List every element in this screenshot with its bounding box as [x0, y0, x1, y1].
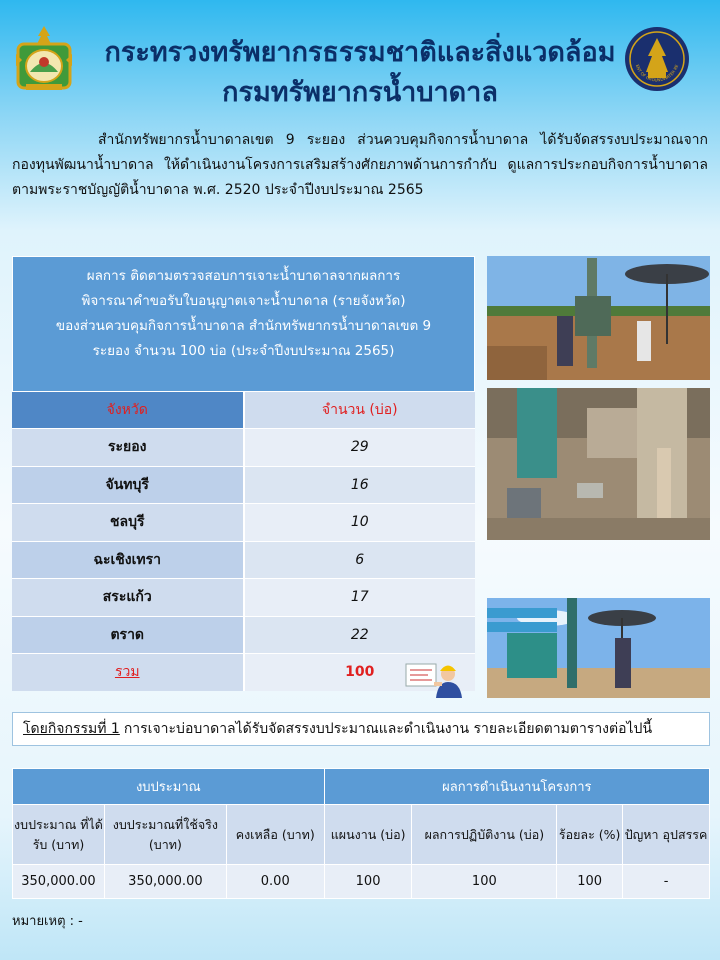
header-percent: ร้อยละ (%) [557, 805, 623, 865]
budget-table [12, 768, 710, 899]
table-row [12, 578, 475, 616]
province-name: ชลบุรี [12, 504, 245, 541]
activity-label: โดยกิจกรรมที่ 1 [23, 721, 120, 737]
total-value: 100 [245, 654, 476, 691]
header-remaining: คงเหลือ (บาท) [226, 805, 324, 865]
province-table-heading [12, 256, 475, 392]
table-row [12, 503, 475, 541]
value-percent: 100 [557, 865, 623, 899]
value-performance: 100 [412, 865, 557, 899]
province-name: ฉะเชิงเทรา [12, 542, 245, 579]
well-count: 6 [245, 542, 476, 579]
drilling-site-photo-2 [487, 388, 710, 540]
heading-line: ระยอง จำนวน 100 บ่อ (ประจำปีงบประมาณ 2565) [92, 343, 395, 359]
table-row [12, 466, 475, 504]
value-budget-used: 350,000.00 [104, 865, 226, 899]
province-name: ตราด [12, 617, 245, 654]
results-group-header: ผลการดำเนินงานโครงการ [324, 769, 709, 805]
drilling-site-photo-1 [487, 256, 710, 380]
table-row [12, 428, 475, 466]
value-plan: 100 [324, 865, 412, 899]
ministry-emblem-icon [12, 24, 76, 94]
province-name: ระยอง [12, 429, 245, 466]
header-budget-received: งบประมาณ ที่ได้รับ (บาท) [13, 805, 105, 865]
province-table [12, 256, 475, 691]
header-problems: ปัญหา อุปสรรค [623, 805, 710, 865]
department-title: กรมทรัพยากรน้ำบาดาล [222, 77, 498, 108]
budget-group-header: งบประมาณ [13, 769, 325, 805]
well-count: 29 [245, 429, 476, 466]
value-problems: - [623, 865, 710, 899]
province-name: สระแก้ว [12, 579, 245, 616]
well-count: 22 [245, 617, 476, 654]
seal-text: ENT OF GROUNDWATER RE [634, 63, 680, 83]
table-row [12, 616, 475, 654]
ministry-title: กระทรวงทรัพยากรธรรมชาติและสิ่งแวดล้อม [104, 37, 616, 68]
well-count: 16 [245, 467, 476, 504]
column-province: จังหวัด [12, 392, 245, 428]
page-header [0, 0, 720, 120]
province-table-columns [12, 392, 475, 428]
department-seal-icon [624, 26, 690, 92]
heading-line: ผลการ ติดตามตรวจสอบการเจาะน้ำบาดาลจากผลการ [86, 268, 401, 284]
engineer-with-blueprint-icon [404, 658, 466, 698]
header-performance: ผลการปฏิบัติงาน (บ่อ) [412, 805, 557, 865]
total-label: รวม [12, 654, 245, 691]
remark-note: หมายเหตุ : - [12, 914, 83, 929]
drilling-site-photo-3 [487, 598, 710, 698]
activity-text: การเจาะบ่อบาดาลได้รับจัดสรรงบประมาณและดำเนินงาน รายละเอียดตามตารางต่อไปนี้ [123, 721, 653, 737]
heading-line: ของส่วนควบคุมกิจการน้ำบาดาล สำนักทรัพยากรน้ำบาดาลเขต 9 [55, 318, 432, 334]
well-count: 10 [245, 504, 476, 541]
column-count: จำนวน (บ่อ) [245, 392, 476, 428]
well-count: 17 [245, 579, 476, 616]
table-row [12, 541, 475, 579]
table-row [13, 865, 710, 899]
header-budget-used: งบประมาณที่ใช้จริง (บาท) [104, 805, 226, 865]
province-name: จันทบุรี [12, 467, 245, 504]
header-plan: แผนงาน (บ่อ) [324, 805, 412, 865]
activity-description [12, 712, 710, 746]
value-budget-received: 350,000.00 [13, 865, 105, 899]
value-remaining: 0.00 [226, 865, 324, 899]
heading-line: พิจารณาคำขอรับใบอนุญาตเจาะน้ำบาดาล (รายจังหวัด) [81, 293, 406, 309]
intro-paragraph: สำนักทรัพยากรน้ำบาดาลเขต 9 ระยอง ส่วนควบคุมกิจการน้ำบาดาล ได้รับจัดสรรงบประมาณจากกองทุนพัฒนาน้ำบาดาล ให้ดำเนินงานโครงการเสริมสร้างศักยภาพด้านการกำกับ ดูแลการประกอบกิจการน้ำบาดาล ตามพระราชบัญญัติน้ำบาดาล พ.ศ. 2520 ประจำปีงบประมาณ 2565 [12, 132, 708, 198]
